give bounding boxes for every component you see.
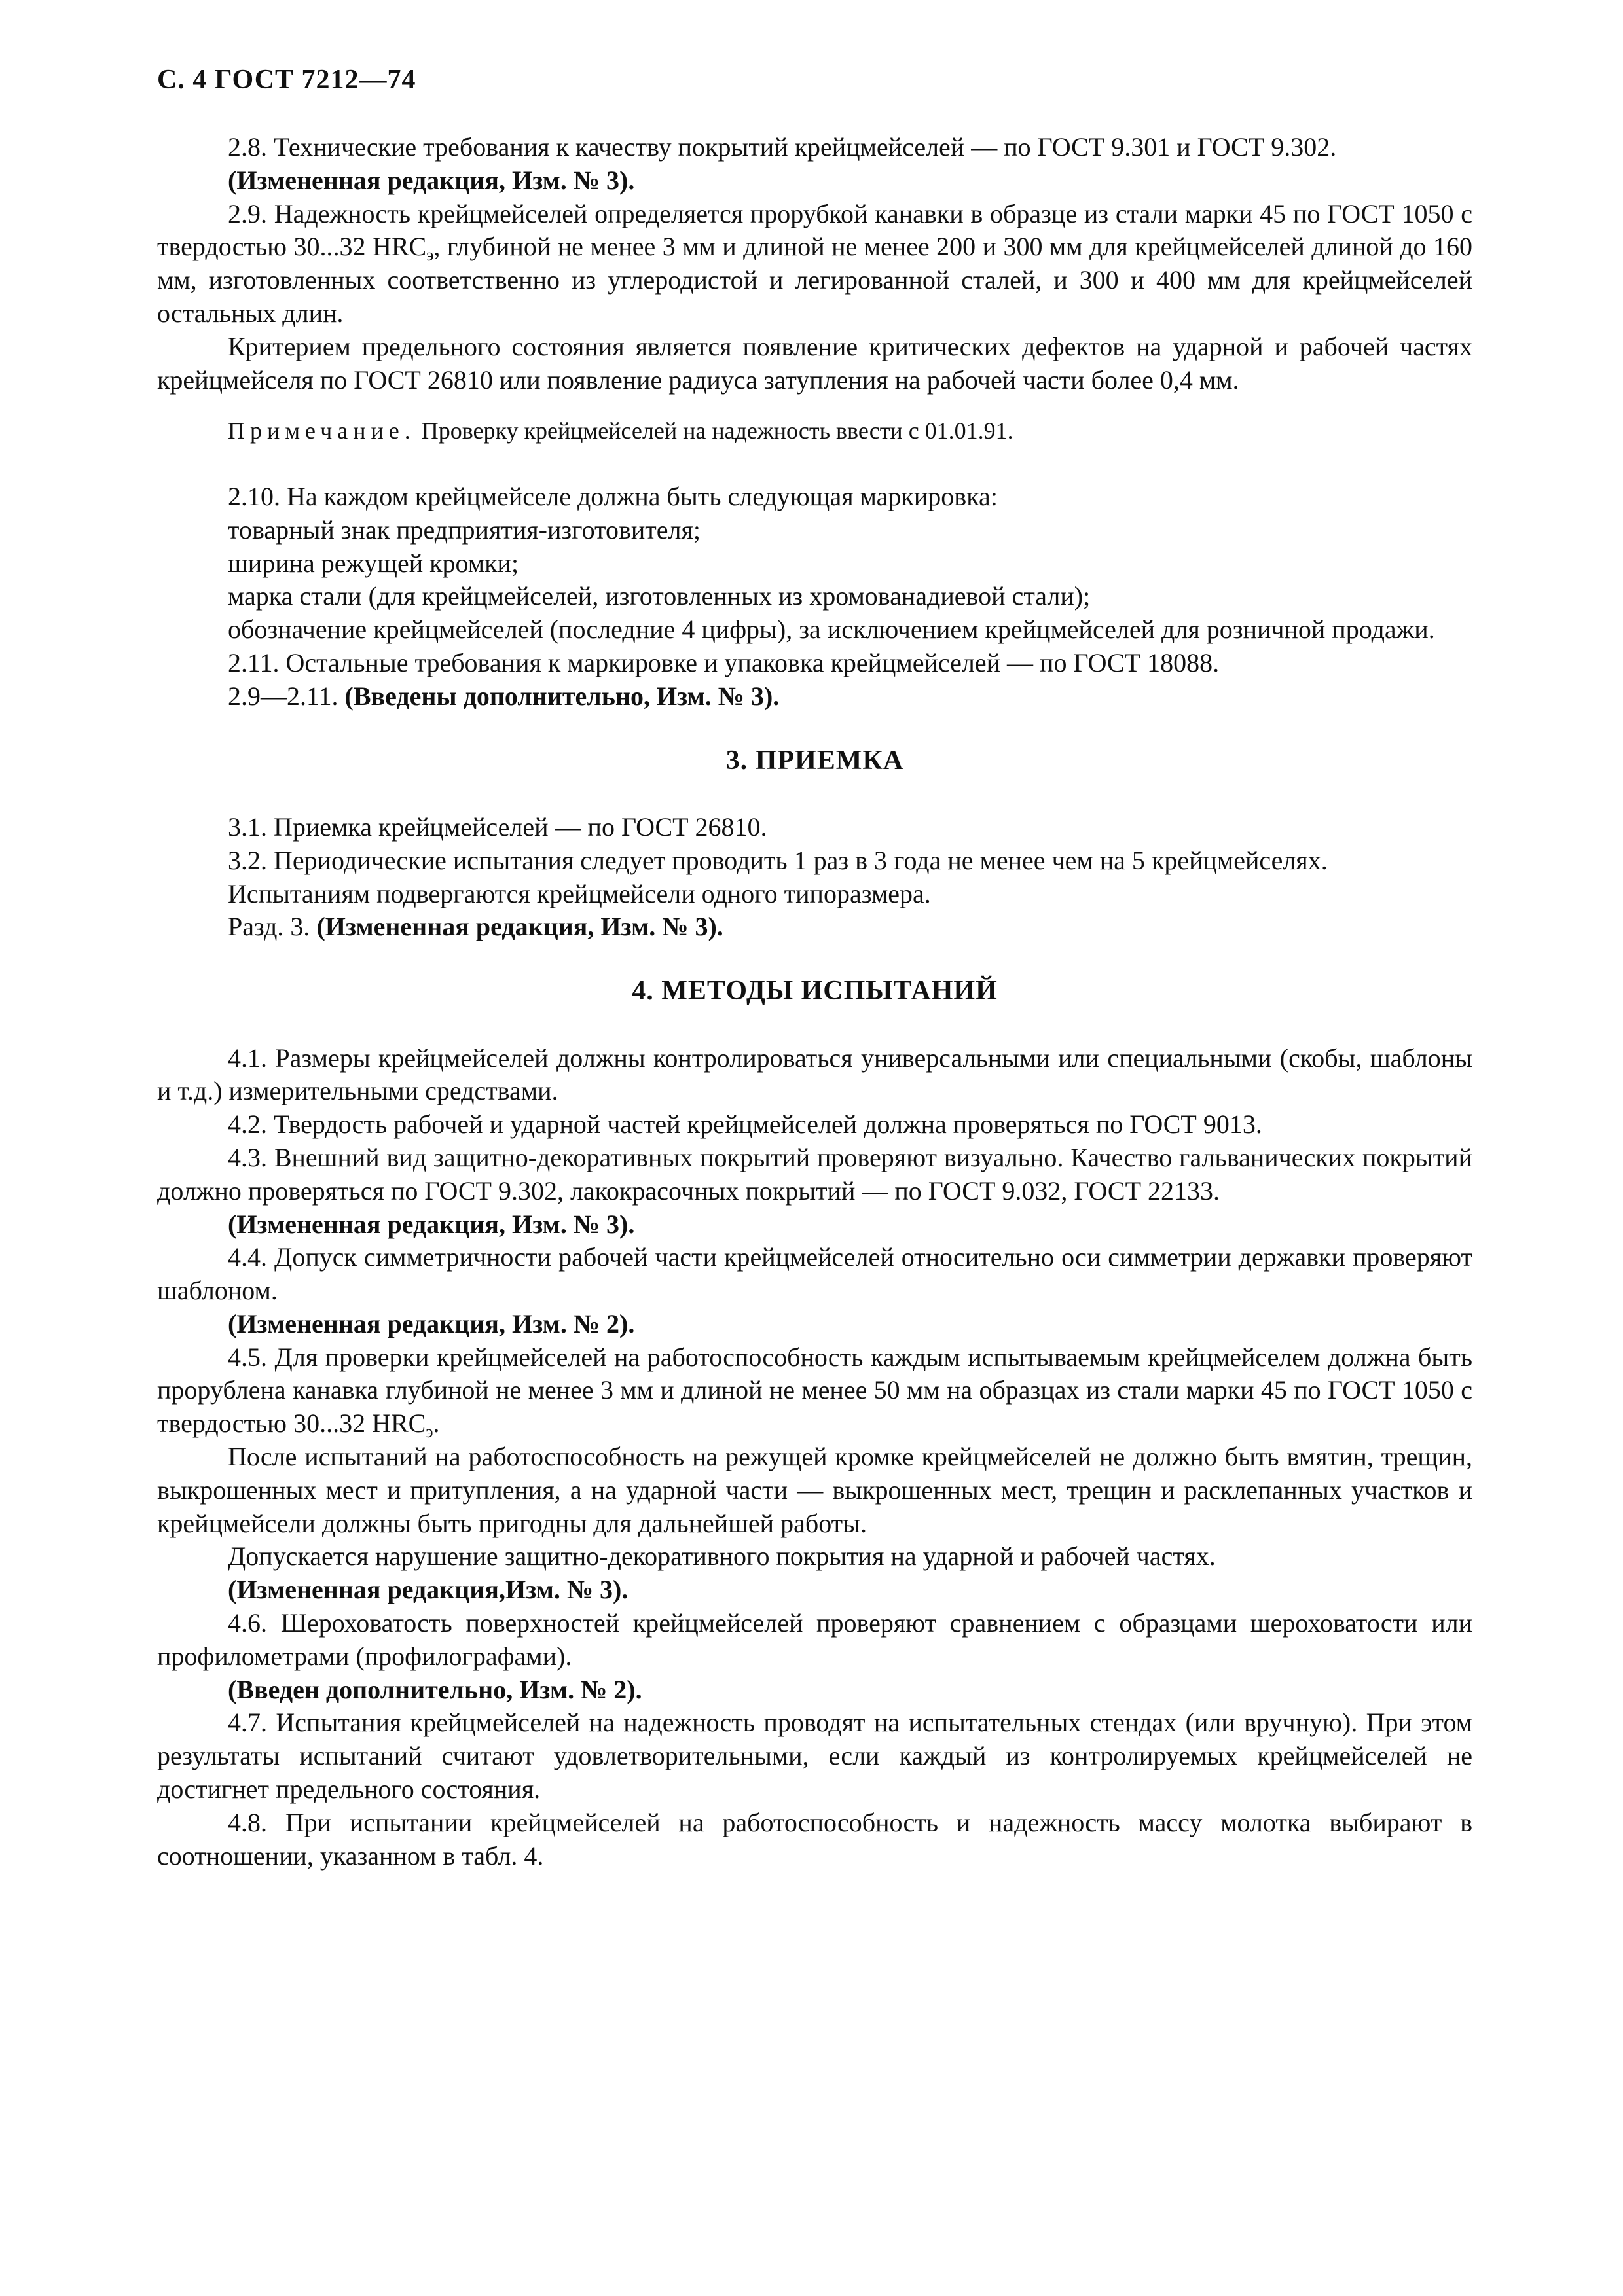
paragraph-4-3: 4.3. Внешний вид защитно-декоративных покрытий проверяют визуально. Качество гальванических покрытий должно проверяться по ГОСТ 9.302, лакокрасочных покрытий — по ГОСТ 9.032, ГОСТ 22133. (157, 1142, 1472, 1206)
paragraph-4-7: 4.7. Испытания крейцмейселей на надежность проводят на испытательных стендах (или вручную). При этом результаты испытаний считают удовлетворительными, если каждый из контролируемых крейцмейселей не достигнет предельного состояния. (157, 1708, 1472, 1804)
paragraph-2-9-text: 2.9. Надежность крейцмейселей определяется прорубкой канавки в образце из стали марки 45 по ГОСТ 1050 с твердостью 30...32 HRC (157, 198, 1472, 262)
paragraph-4-5-allow: Допускается нарушение защитно-декоративного покрытия на ударной и рабочей частях. (228, 1541, 1216, 1571)
paragraph-2-9 (157, 198, 1472, 331)
marking-item-1: товарный знак предприятия-изготовителя; (228, 514, 701, 545)
paragraph-4-5 (157, 1341, 1472, 1441)
hrc-subscript: э (426, 245, 434, 265)
paragraph-4-5-after: После испытаний на работоспособность на режущей кромке крейцмейселей не должно быть вмятин, трещин, выкрошенных мест и притупления, а на ударной части — выкрошенных мест, трещин и расклепанных участков и крейцмейсели должны быть пригодны для дальнейшей работы. (157, 1442, 1472, 1538)
paragraph-4-2: 4.2. Твердость рабочей и ударной частей крейцмейселей должна проверяться по ГОСТ 9013. (228, 1109, 1262, 1139)
amendment-note: (Введены дополнительно, Изм. № 3). (344, 681, 780, 711)
note (228, 416, 1472, 446)
page-header: С. 4 ГОСТ 7212—74 (157, 65, 416, 95)
paragraph-3-2: 3.2. Периодические испытания следует проводить 1 раз в 3 года не менее чем на 5 крейцмейселях. (228, 845, 1328, 875)
paragraph-3-2-cont: Испытаниям подвергаются крейцмейсели одного типоразмера. (228, 878, 931, 908)
paragraph-4-1: 4.1. Размеры крейцмейселей должны контролироваться универсальными или специальными (скобы, шаблоны и т.д.) измерительными средствами. (157, 1043, 1472, 1106)
marking-item-2: ширина режущей кромки; (228, 548, 519, 578)
paragraph-2-9-2-11 (157, 680, 1472, 713)
paragraph-3-1: 3.1. Приемка крейцмейселей — по ГОСТ 26810. (228, 812, 767, 842)
amendment-note: (Измененная редакция, Изм. № 2). (228, 1308, 635, 1338)
paragraph-criterion: Критерием предельного состояния является появление критических дефектов на ударной и рабочей частях крейцмейселя по ГОСТ 26810 или появление радиуса затупления на рабочей части более 0,4 мм. (157, 331, 1472, 395)
amendment-note: (Введен дополнительно, Изм. № 2). (228, 1674, 642, 1704)
section-heading-4: 4. МЕТОДЫ ИСПЫТАНИЙ (632, 976, 998, 1007)
ref-range: 2.9—2.11. (228, 681, 345, 711)
section-heading-3: 3. ПРИЕМКА (725, 745, 904, 776)
ref-range: Разд. 3. (228, 912, 317, 942)
paragraph-4-5-end: . (433, 1408, 440, 1439)
paragraph-2-10: 2.10. На каждом крейцмейселе должна быть следующая маркировка: (228, 482, 998, 512)
paragraph-4-6: 4.6. Шероховатость поверхностей крейцмейселей проверяют сравнением с образцами шероховатости или профилометрами (профилографами). (157, 1608, 1472, 1671)
paragraph-2-8: 2.8. Технические требования к качеству покрытий крейцмейселей — по ГОСТ 9.301 и ГОСТ 9.302. (228, 132, 1337, 162)
document-body (157, 131, 1472, 1873)
amendment-note: (Измененная редакция,Изм. № 3). (228, 1575, 629, 1605)
note-text: Проверку крейцмейселей на надежность ввести с 01.01.91. (415, 418, 1013, 444)
paragraph-2-11: 2.11. Остальные требования к маркировке и упаковка крейцмейселей — по ГОСТ 18088. (228, 648, 1220, 678)
hrc-subscript: э (426, 1422, 433, 1442)
paragraph-2-9-text-cont: , глубиной не менее 3 мм и длиной не менее 200 и 300 мм для крейцмейселей длиной до 160 мм, изготовленных соответственно из углеродистой и легированной сталей, и 300 и 400 мм для крейцмейселей остальных длин. (157, 232, 1473, 328)
amendment-note: (Измененная редакция, Изм. № 3). (228, 1209, 635, 1239)
amendment-note: (Измененная редакция, Изм. № 3). (316, 912, 723, 942)
paragraph-4-5-text: 4.5. Для проверки крейцмейселей на работоспособность каждым испытываемым крейцмейселем должна быть прорублена канавка глубиной не менее 3 мм и длиной не менее 50 мм на образцах из стали марки 45 по ГОСТ 1050 с твердостью 30...32 HRC (157, 1342, 1472, 1439)
marking-item-3: марка стали (для крейцмейселей, изготовленных из хромованадиевой стали); (228, 581, 1091, 611)
note-label: Примечание. (228, 418, 416, 444)
paragraph-4-8: 4.8. При испытании крейцмейселей на работоспособность и надежность массу молотка выбирают в соотношении, указанном в табл. 4. (157, 1807, 1472, 1871)
marking-item-4: обозначение крейцмейселей (последние 4 цифры), за исключением крейцмейселей для розничной продажи. (228, 615, 1435, 645)
amendment-note: (Измененная редакция, Изм. № 3). (228, 165, 635, 195)
section-3-amendment (157, 910, 1472, 944)
paragraph-4-4: 4.4. Допуск симметричности рабочей части крейцмейселей относительно оси симметрии державки проверяют шаблоном. (157, 1242, 1472, 1306)
